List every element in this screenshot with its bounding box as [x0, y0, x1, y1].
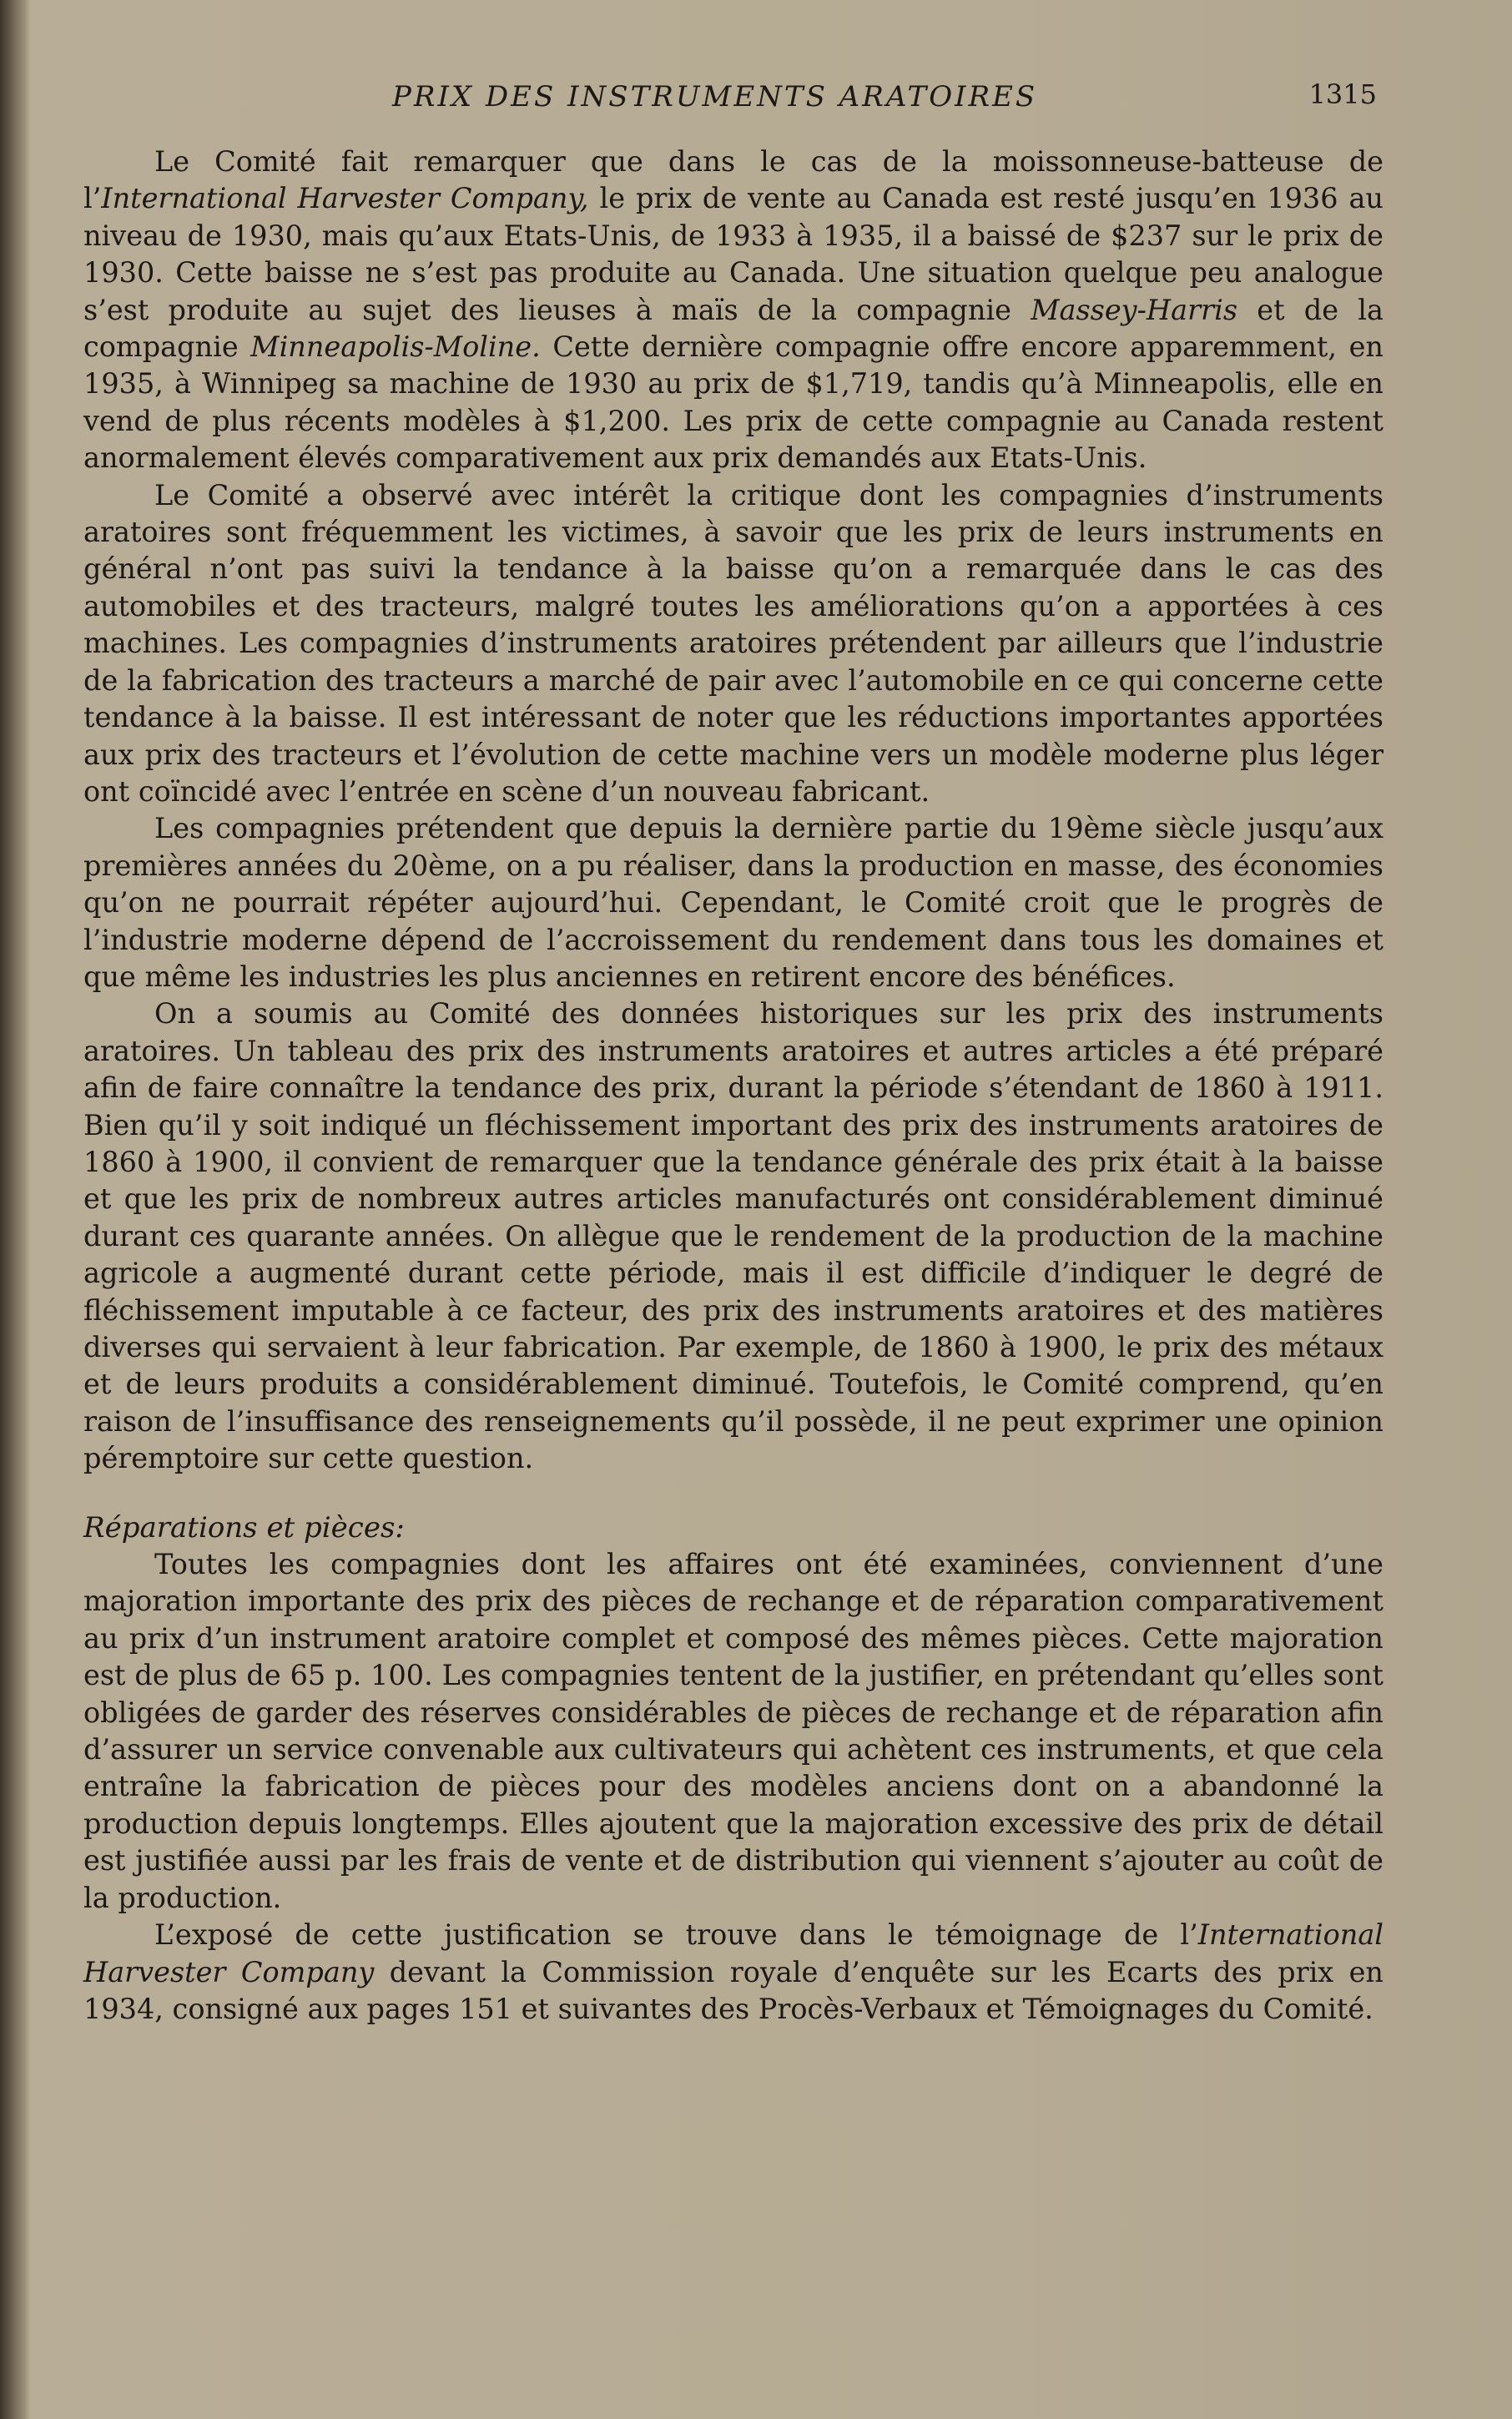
page-number: 1315: [1308, 78, 1377, 110]
running-title: PRIX DES INSTRUMENTS ARATOIRES: [392, 80, 1038, 113]
running-header: [392, 80, 1377, 130]
paragraph-5: Toutes les compagnies dont les affaires ont été examinées, conviennent d’une majoration importante des prix des pièces de rechange et de réparation comparativement au prix d’un instrument aratoire complet et composé des mêmes pièces. Cette majoration est de plus de 65 p. 100. Les compagnies tentent de la justifier, en prétendant qu’elles sont obligées de garder des réserves considérables de pièces de rechange et de réparation afin d’assurer un service convenable aux cultivateurs qui achètent ces instruments, et que cela entraîne la fabrication de pièces pour des modèles anciens dont on a abandonné la production depuis longtemps. Elles ajoutent que la majoration excessive des prix de détail est justifiée aussi par les frais de vente et de distribution qui viennent s’ajouter au coût de la production.: [83, 1548, 1383, 1914]
body-text: [83, 144, 1383, 2028]
company-name-italic: International Harvester Company: [83, 1918, 1383, 1988]
company-name-italic: Massey-Harris: [1031, 293, 1238, 326]
section-heading: Réparations et pièces:: [83, 1510, 405, 1545]
paragraph-2: Le Comité a observé avec intérêt la critique dont les compagnies d’instruments aratoires sont fréquemment les victimes, à savoir que les prix de leurs instruments en général n’ont pas suivi la tendance à la baisse qu’on a remarquée dans le cas des automobiles et des tracteurs, malgré toutes les améliorations qu’on a apportées à ces machines. Les compagnies d’instruments aratoires prétendent par ailleurs que l’industrie de la fabrication des tracteurs a marché de pair avec l’automobile en ce qui concerne cette tendance à la baisse. Il est intéressant de noter que les réductions importantes apportées aux prix des tracteurs et l’évolution de cette machine vers un modèle moderne plus léger ont coïncidé avec l’entrée en scène d’un nouveau fabricant.: [83, 478, 1383, 808]
paragraph-4: On a soumis au Comité des données historiques sur les prix des instruments aratoires. Un tableau des prix des instruments aratoires et autres articles a été préparé afin de faire connaître la tendance des prix, durant la période s’étendant de 1860 à 1911. Bien qu’il y soit indiqué un fléchissement important des prix des instruments aratoires de 1860 à 1900, il convient de remarquer que la tendance générale des prix était à la baisse et que les prix de nombreux autres articles manufacturés ont considérablement diminué durant ces quarante années. On allègue que le rendement de la production de la machine agricole a augmenté durant cette période, mais il est difficile d’indiquer le degré de fléchissement imputable à ce facteur, des prix des instruments aratoires et des matières diverses qui servaient à leur fabrication. Par exemple, de 1860 à 1900, le prix des métaux et de leurs produits a considérablement diminué. Toutefois, le Comité comprend, qu’en raison de l’insuffisance des renseignements qu’il possède, il ne peut exprimer une opinion péremptoire sur cette question.: [83, 997, 1383, 1475]
company-name-italic: Minneapolis-Moline.: [250, 330, 541, 364]
paragraph-3: Les compagnies prétendent que depuis la dernière partie du 19ème siècle jusqu’aux premières années du 20ème, on a pu réaliser, dans la production en masse, des économies qu’on ne pourrait répéter aujourd’hui. Cependant, le Comité croit que le progrès de l’industrie moderne dépend de l’accroissement du rendement dans tous les domaines et que même les industries les plus anciennes en retirent encore des bénéfices.: [83, 812, 1383, 993]
paragraph-1: Le Comité fait remarquer que dans le cas de la moissonneuse-batteuse de l’International Harvester Company, le prix de vente au Canada est resté jusqu’en 1936 au niveau de 1930, mais qu’aux Etats-Unis, de 1933 à 1935, il a baissé de $237 sur le prix de 1930. Cette baisse ne s’est pas produite au Canada. Une situation quelque peu analogue s’est produite au sujet des lieuses à maïs de la compagnie Massey-Harris et de la compagnie Minneapolis-Moline. Cette dernière compagnie offre encore apparemment, en 1935, à Winnipeg sa machine de 1930 au prix de $1,719, tandis qu’à Minneapolis, elle en vend de plus récents modèles à $1,200. Les prix de cette compagnie au Canada restent anormalement élevés comparativement aux prix demandés aux Etats-Unis.: [83, 145, 1383, 475]
paragraph-6: L’exposé de cette justification se trouve dans le témoignage de l’International Harvester Company devant la Commission royale d’enquête sur les Ecarts des prix en 1934, consigné aux pages 151 et suivantes des Procès-Verbaux et Témoignages du Comité.: [83, 1918, 1383, 2025]
book-binding-shadow: [0, 0, 30, 2419]
company-name-italic: International Harvester Company,: [101, 182, 589, 215]
